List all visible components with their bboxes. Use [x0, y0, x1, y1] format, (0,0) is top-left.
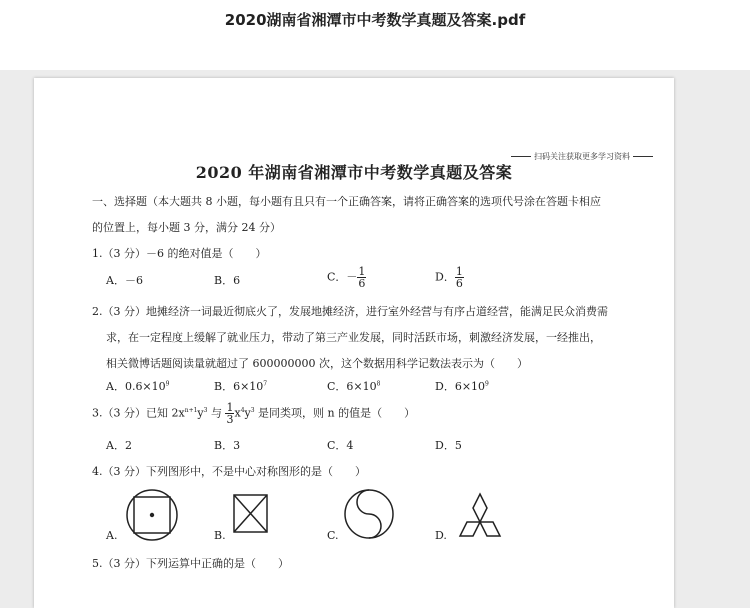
q1-option-d-denominator: 6: [455, 277, 463, 290]
section-heading-line1: 一、选择题（本大题共 8 小题，每小题有且只有一个正确答案，请将正确答案的选项代号涂在答题卡相应: [92, 195, 601, 208]
q2-option-a: [106, 378, 169, 394]
q3-stem: [92, 402, 415, 425]
q1-option-c-numerator: 1: [358, 265, 366, 278]
q4-figure-a-circle-square-dot: [122, 488, 182, 542]
q2-option-c: [327, 378, 380, 394]
q1-option-a: A．－6: [106, 274, 143, 287]
q3-text-2: y: [197, 406, 204, 420]
q3-text-1: 3.（3 分）已知 2x: [92, 406, 185, 420]
q4-option-a: A.: [106, 529, 118, 542]
q3-fraction-denominator: 3: [226, 413, 234, 426]
q4-option-b: B.: [214, 529, 226, 542]
watermark-rule-right: [633, 156, 653, 157]
q2-option-d-base: D．6×10: [435, 380, 486, 393]
q3-text-4: x: [234, 406, 241, 420]
q3-sup-3: 4: [240, 406, 245, 414]
q3-text-3: 与: [207, 406, 226, 420]
q3-option-d: D．5: [435, 439, 462, 452]
q1-option-c-fraction: [357, 266, 366, 289]
q3-option-a: A．2: [106, 439, 132, 452]
q3-sup-1: n+1: [184, 406, 198, 414]
q2-option-d: [435, 378, 489, 394]
q5-stem: 5.（3 分）下列运算中正确的是（ ）: [92, 557, 289, 570]
q2-stem-line2: 求，在一定程度上缓解了就业压力，带动了第三产业发展，同时活跃市场，刺激经济发展，一经推出，: [106, 331, 601, 344]
q4-figure-b-crossed-rectangle: [233, 494, 269, 534]
file-title: 2020湖南省湘潭市中考数学真题及答案.pdf: [224, 11, 526, 29]
q2-stem-line1: 2.（3 分）地摊经济一词最近彻底火了，发展地摊经济，进行室外经营与有序占道经营，能满足民众消费需: [92, 305, 608, 318]
q2-option-a-base: A．0.6×10: [106, 380, 166, 393]
q3-option-b: B．3: [214, 439, 241, 452]
watermark-text: 扫码关注获取更多学习资料: [534, 152, 630, 161]
document-title: 2020 年湖南省湘潭市中考数学真题及答案: [195, 163, 513, 182]
q3-option-c: C．4: [327, 439, 354, 452]
q2-option-b-exponent: 7: [263, 380, 268, 388]
q2-option-c-exponent: 8: [376, 380, 381, 388]
viewer-header: [0, 0, 750, 70]
q1-option-c-prefix: C．－: [327, 270, 358, 284]
q3-sup-4: 3: [250, 406, 255, 414]
q2-stem-line3: 相关微博话题阅读量就超过了 600000000 次，这个数据用科学记数法表示为（ ）: [106, 357, 528, 370]
q1-option-b: B．6: [214, 274, 241, 287]
q2-option-c-base: C．6×10: [327, 380, 377, 393]
q2-option-b-base: B．6×10: [214, 380, 264, 393]
q1-option-d-prefix: D．: [435, 270, 455, 284]
q3-text-6: 是同类项，则 n 的值是（ ）: [254, 406, 416, 420]
q1-option-c: [327, 266, 366, 289]
q2-option-b: [214, 378, 267, 394]
watermark-rule-left: [511, 156, 531, 157]
pdf-page: [34, 78, 674, 608]
q4-figure-d-three-rhombi: [452, 491, 508, 541]
q3-fraction-numerator: 1: [226, 401, 234, 414]
q1-option-c-denominator: 6: [358, 277, 366, 290]
q4-figure-c-yin-yang: [342, 487, 396, 541]
q4-stem: 4.（3 分）下列图形中，不是中心对称图形的是（ ）: [92, 465, 366, 478]
section-heading-line2: 的位置上，每小题 3 分，满分 24 分）: [92, 221, 281, 234]
q1-stem: 1.（3 分）－6 的绝对值是（ ）: [92, 247, 267, 260]
q1-option-d-numerator: 1: [455, 265, 463, 278]
q4-option-d: D.: [435, 529, 447, 542]
q4-option-c: C.: [327, 529, 339, 542]
q1-option-d: [435, 266, 464, 289]
q3-sup-2: 3: [203, 406, 208, 414]
q1-option-d-fraction: [455, 266, 464, 289]
q2-option-a-exponent: 9: [165, 380, 170, 388]
q2-option-d-exponent: 9: [485, 380, 489, 388]
q3-text-5: y: [244, 406, 251, 420]
